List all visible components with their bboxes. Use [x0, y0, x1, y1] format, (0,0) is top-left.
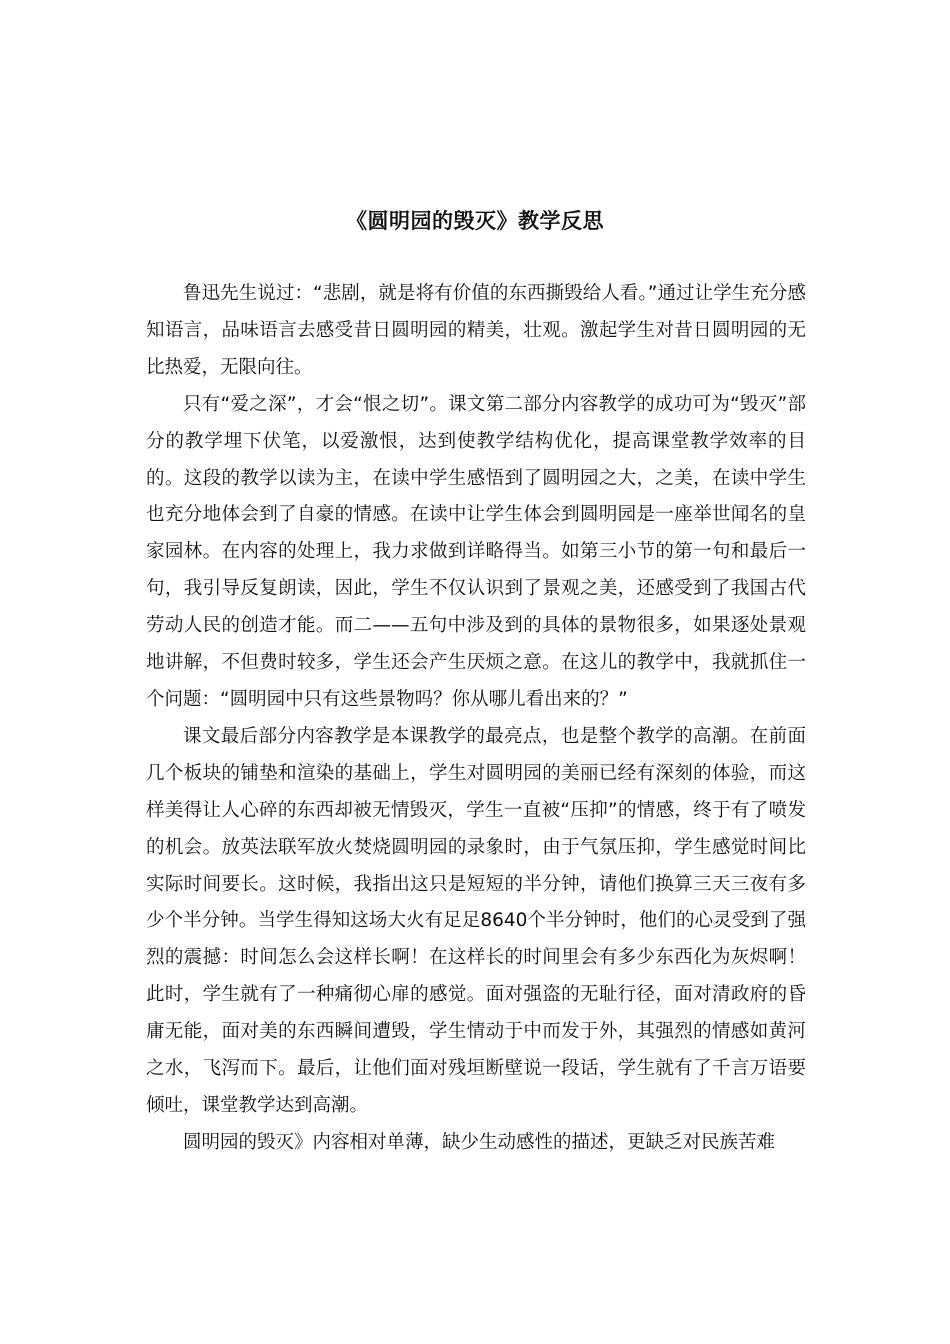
paragraph-2: 只有“爱之深”，才会“恨之切”。课文第二部分内容教学的成功可为“毁灭”部分的教学埋下伏笔，以爱激恨，达到使教学结构优化，提高课堂教学效率的目的。这段的教学以读为主，在读中学生感悟到了圆明园之大，之美，在读中学生也充分地体会到了自豪的情感。在读中让学生体会到圆明园是一座举世闻名的皇家园林。在内容的处理上，我力求做到详略得当。如第三小节的第一句和最后一句，我引导反复朗读，因此，学生不仅认识到了景观之美，还感受到了我国古代劳动人民的创造才能。而二——五句中涉及到的具体的景物很多，如果逐处景观地讲解，不但费时较多，学生还会产生厌烦之意。在这儿的教学中，我就抓住一个问题：“圆明园中只有这些景物吗？你从哪儿看出来的？”	[146, 393, 806, 710]
paragraph-3: 课文最后部分内容教学是本课教学的最亮点，也是整个教学的高潮。在前面几个板块的铺垫和渲染的基础上，学生对圆明园的美丽已经有深刻的体验，而这样美得让人心碎的东西却被无情毁灭，学生一直被“压抑”的情感，终于有了喷发的机会。放英法联军放火焚烧圆明园的录象时，由于气氛压抑，学生感觉时间比实际时间要长。这时候，我指出这只是短短的半分钟，请他们换算三天三夜有多少个半分钟。当学生得知这场大火有足足8640个半分钟时，他们的心灵受到了强烈的震撼：时间怎么会这样长啊！在这样长的时间里会有多少东西化为灰烬啊！此时，学生就有了一种痛彻心扉的感觉。面对强盗的无耻行径，面对清政府的昏庸无能，面对美的东西瞬间遭毁，学生情动于中而发于外，其强烈的情感如黄河之水，飞泻而下。最后，让他们面对残垣断壁说一段话，学生就有了千言万语要倾吐，课堂教学达到高潮。	[146, 725, 806, 1116]
paragraph-4: 圆明园的毁灭》内容相对单薄，缺少生动感性的描述，更缺乏对民族苦难	[183, 1131, 776, 1153]
paragraph-1: 鲁迅先生说过：“悲剧，就是将有价值的东西撕毁给人看。”通过让学生充分感知语言，品味语言去感受昔日圆明园的精美，壮观。激起学生对昔日圆明园的无比热爱，无限向往。	[146, 283, 806, 378]
document-title: 《圆明园的毁灭》教学反思	[346, 209, 604, 233]
document-body	[146, 276, 806, 1162]
